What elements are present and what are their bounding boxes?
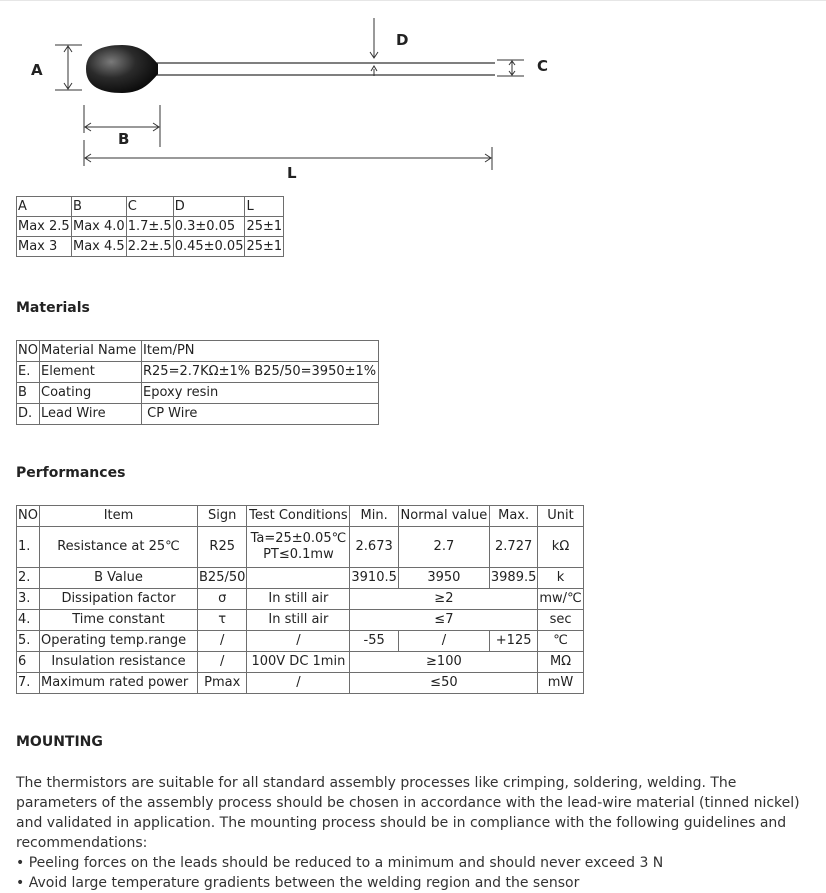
dim-header-l: L xyxy=(245,197,284,217)
label-c: C xyxy=(537,57,549,75)
thermistor-diagram xyxy=(0,0,826,190)
perf-header-item: Item xyxy=(40,506,198,527)
table-row xyxy=(17,217,284,237)
table-cell: 0.45±0.05 xyxy=(173,237,245,257)
label-a: A xyxy=(31,61,43,79)
mounting-heading: MOUNTING xyxy=(16,734,103,750)
table-row xyxy=(17,341,379,362)
table-row xyxy=(17,404,379,425)
table-cell: ≤50 xyxy=(350,673,538,694)
table-cell: Pmax xyxy=(198,673,247,694)
mounting-paragraph: The thermistors are suitable for all standard assembly processes like crimping, soldering, welding. The parameters of the assembly process should be chosen in accordance with the lead-wire material (tinned nickel) and validated in application. The mounting process should be in compliance with the following guidelines and recommendations: xyxy=(16,775,800,851)
table-row xyxy=(17,362,379,383)
table-cell: / xyxy=(198,631,247,652)
table-cell: mW xyxy=(538,673,583,694)
materials-heading: Materials xyxy=(16,300,90,316)
table-cell: Element xyxy=(40,362,142,383)
table-row xyxy=(17,527,584,568)
condition-line: PT≤0.1mw xyxy=(263,547,334,562)
table-cell: 2.673 xyxy=(350,527,399,568)
table-cell: ≥2 xyxy=(350,589,538,610)
table-row xyxy=(17,589,584,610)
table-cell: 1.7±.5 xyxy=(126,217,173,237)
table-cell: +125 xyxy=(489,631,538,652)
table-cell: Insulation resistance xyxy=(40,652,198,673)
table-cell: 5. xyxy=(17,631,40,652)
perf-header-min: Min. xyxy=(350,506,399,527)
table-cell: k xyxy=(538,568,583,589)
table-cell: Dissipation factor xyxy=(40,589,198,610)
table-cell: Resistance at 25℃ xyxy=(40,527,198,568)
table-cell: 3989.5 xyxy=(489,568,538,589)
table-row xyxy=(17,568,584,589)
mounting-bullet: • Peeling forces on the leads should be reduced to a minimum and should never exceed 3 N xyxy=(16,855,664,871)
table-row xyxy=(17,197,284,217)
mounting-bullet: • Avoid large temperature gradients between the welding region and the sensor xyxy=(16,875,580,891)
table-cell: B xyxy=(17,383,40,404)
table-cell: τ xyxy=(198,610,247,631)
table-cell xyxy=(247,527,350,568)
table-cell: 2. xyxy=(17,568,40,589)
table-cell: R25 xyxy=(198,527,247,568)
table-cell: 7. xyxy=(17,673,40,694)
table-cell: Lead Wire xyxy=(40,404,142,425)
table-cell: 3. xyxy=(17,589,40,610)
condition-line: Ta=25±0.05℃ xyxy=(250,531,347,546)
dim-header-d: D xyxy=(173,197,245,217)
table-row xyxy=(17,383,379,404)
table-cell: 100V DC 1min xyxy=(247,652,350,673)
mat-header-item: Item/PN xyxy=(142,341,379,362)
table-cell: Max 3 xyxy=(17,237,72,257)
table-cell: Coating xyxy=(40,383,142,404)
table-cell: Time constant xyxy=(40,610,198,631)
table-cell: MΩ xyxy=(538,652,583,673)
performances-heading: Performances xyxy=(16,465,126,481)
perf-header-max: Max. xyxy=(489,506,538,527)
table-cell: 0.3±0.05 xyxy=(173,217,245,237)
dimensions-table xyxy=(16,196,284,257)
table-cell: Max 2.5 xyxy=(17,217,72,237)
label-l: L xyxy=(287,164,297,182)
materials-table xyxy=(16,340,379,425)
table-cell: -55 xyxy=(350,631,399,652)
table-cell: / xyxy=(247,631,350,652)
table-cell: E. xyxy=(17,362,40,383)
table-cell: ≤7 xyxy=(350,610,538,631)
table-cell: Maximum rated power xyxy=(40,673,198,694)
table-cell: R25=2.7KΩ±1% B25/50=3950±1% xyxy=(142,362,379,383)
table-cell: mw/℃ xyxy=(538,589,583,610)
table-cell: CP Wire xyxy=(142,404,379,425)
perf-header-sign: Sign xyxy=(198,506,247,527)
table-cell: In still air xyxy=(247,610,350,631)
table-cell: D. xyxy=(17,404,40,425)
perf-header-unit: Unit xyxy=(538,506,583,527)
table-cell: In still air xyxy=(247,589,350,610)
table-cell: kΩ xyxy=(538,527,583,568)
table-cell: 2.7 xyxy=(398,527,489,568)
table-row xyxy=(17,237,284,257)
thermistor-body xyxy=(86,45,158,93)
table-cell: ≥100 xyxy=(350,652,538,673)
table-cell: σ xyxy=(198,589,247,610)
table-cell: / xyxy=(198,652,247,673)
table-cell: Operating temp.range xyxy=(40,631,198,652)
table-cell: / xyxy=(398,631,489,652)
label-b: B xyxy=(118,130,130,148)
table-cell: 2.2±.5 xyxy=(126,237,173,257)
dim-header-c: C xyxy=(126,197,173,217)
dim-header-a: A xyxy=(17,197,72,217)
label-d: D xyxy=(396,31,409,49)
table-cell: 6 xyxy=(17,652,40,673)
table-row xyxy=(17,652,584,673)
table-row xyxy=(17,506,584,527)
table-cell xyxy=(247,568,350,589)
dim-header-b: B xyxy=(72,197,127,217)
perf-header-normal: Normal value xyxy=(398,506,489,527)
performances-table xyxy=(16,505,584,694)
table-cell: 2.727 xyxy=(489,527,538,568)
table-cell: 4. xyxy=(17,610,40,631)
perf-header-conditions: Test Conditions xyxy=(247,506,350,527)
mounting-text xyxy=(16,773,816,893)
perf-header-no: NO xyxy=(17,506,40,527)
table-cell: 3910.5 xyxy=(350,568,399,589)
mat-header-name: Material Name xyxy=(40,341,142,362)
table-row xyxy=(17,673,584,694)
table-cell: sec xyxy=(538,610,583,631)
table-cell: / xyxy=(247,673,350,694)
table-cell: 25±1 xyxy=(245,237,284,257)
table-cell: B25/50 xyxy=(198,568,247,589)
table-cell: ℃ xyxy=(538,631,583,652)
table-cell: Max 4.0 xyxy=(72,217,127,237)
table-cell: 1. xyxy=(17,527,40,568)
table-cell: Epoxy resin xyxy=(142,383,379,404)
table-row xyxy=(17,610,584,631)
table-cell: 3950 xyxy=(398,568,489,589)
table-row xyxy=(17,631,584,652)
table-cell: 25±1 xyxy=(245,217,284,237)
table-cell: Max 4.5 xyxy=(72,237,127,257)
table-cell: B Value xyxy=(40,568,198,589)
mat-header-no: NO xyxy=(17,341,40,362)
